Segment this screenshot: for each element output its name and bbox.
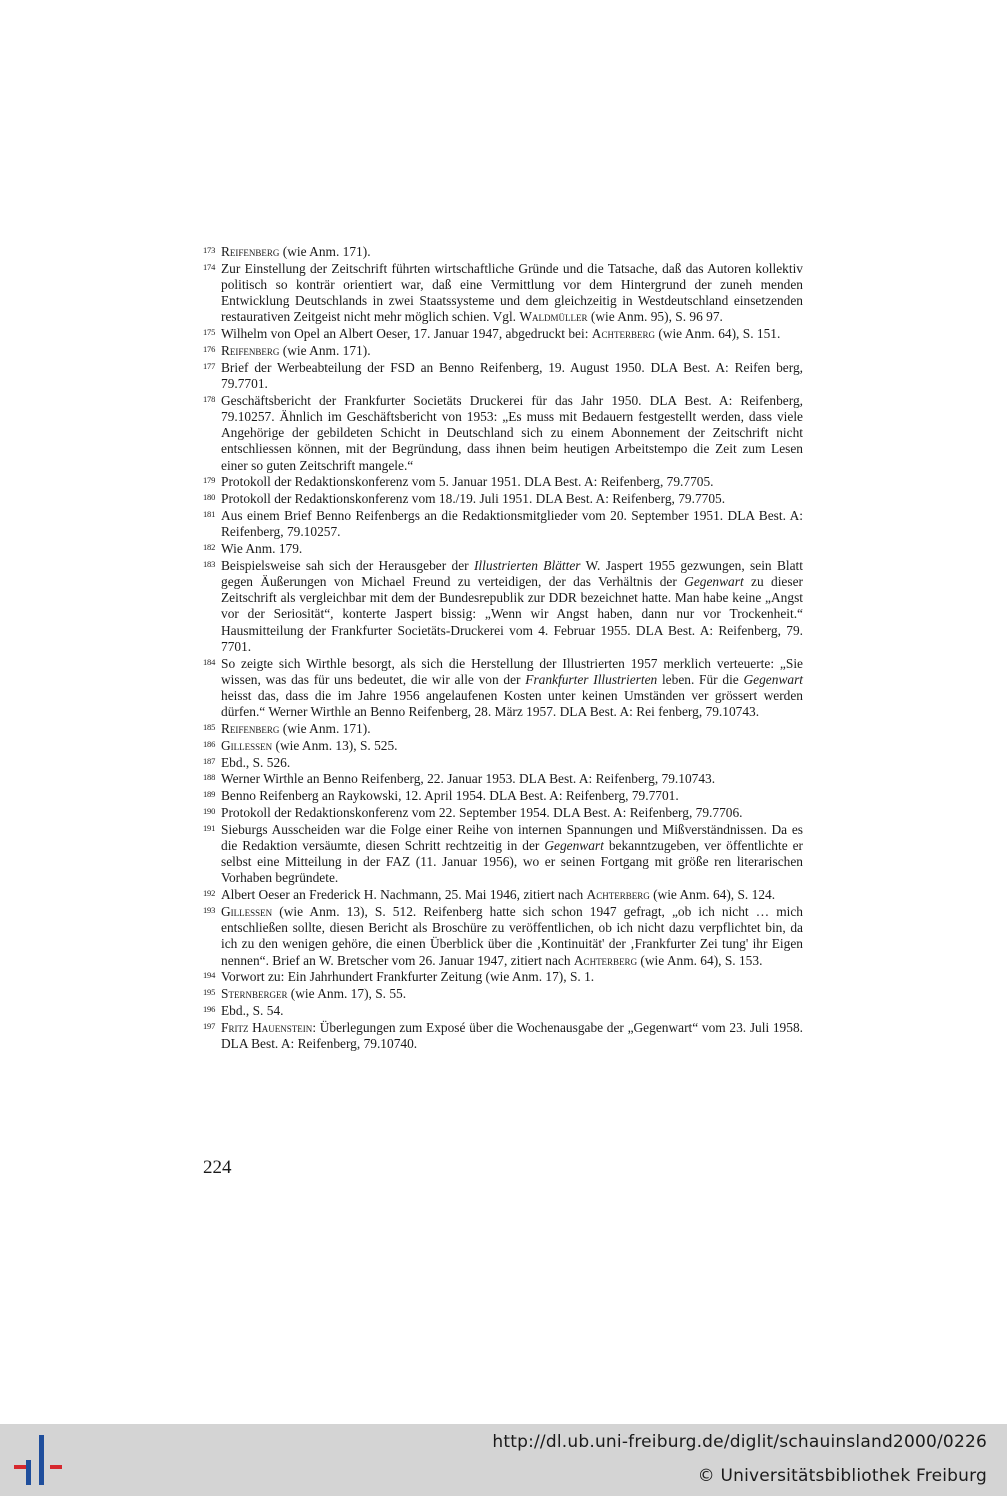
footnote-text: So zeigte sich Wirthle besorgt, als sich die Herstellung der Illustrierten 1957 merklich verteuerte: „Sie wissen, was das für uns bedeutet, die wir alle von der (221, 655, 803, 687)
footnote-number: 178 (203, 393, 216, 404)
footnote (203, 788, 803, 804)
footnote (203, 887, 803, 903)
footnote-number: 177 (203, 360, 216, 371)
footnote-number: 191 (203, 822, 216, 833)
footnote (203, 393, 803, 474)
footnote-text: Vorwort zu: Ein Jahrhundert Frankfurter Zeitung (wie Anm. 17), S. 1. (221, 969, 595, 985)
footnote-number: 175 (203, 327, 216, 338)
footnote-text: Brief der Werbeabteilung der FSD an Benno Reifenberg, 19. August 1950. DLA Best. A: Reifen berg, 79.7701. (221, 359, 803, 391)
footnote (203, 656, 803, 721)
footnote-text: Protokoll der Redaktionskonferenz vom 22. September 1954. DLA Best. A: Reifenberg, 79.7706. (221, 805, 743, 820)
footnote-text: (wie Anm. 13), S. 525. (272, 737, 398, 753)
footnote-text: (wie Anm. 171). (279, 343, 371, 358)
footnote-number: 183 (203, 558, 216, 569)
footnote-text: (wie Anm. 17), S. 55. (287, 986, 407, 1002)
footnote-text: (wie Anm. 64), S. 151. (654, 326, 781, 342)
footnote-text: leben. Für die (657, 671, 744, 687)
footnotes-block (203, 244, 803, 1053)
footnote-text: heisst das, dass die im Jahre 1956 angelaufenen Kosten unter keinen Umständen ver grössert werden dürfen.“ Werner Wirthle an Benno Reifenberg, 28. März 1957. DLA Best. A: Rei fenberg, 79.10743. (221, 688, 803, 720)
footnote-author-name: Reifenberg (221, 343, 280, 358)
footnote-text: Geschäftsbericht der Frankfurter Societäts Druckerei für das Jahr 1950. DLA Best. A: Reifenberg, 79.10257. Ähnlich im Geschäftsbericht von 1953: „Es muss mit Bedauern festgestellt werden, dass viele Angehörige der gebildeten Schicht in Deutschland sich zu einem Abonnement der Zeitschrift nicht entschliessen können, mit der Begründung, dass ihnen beim heutigen Arbeitstempo die Zeit zum Lesen einer so guten Zeitschrift mangele.“ (221, 392, 803, 473)
footnote-number: 195 (203, 987, 216, 998)
footnote-italic-text: Gegenwart (544, 838, 604, 853)
footnote (203, 343, 803, 359)
footnote-text: (wie Anm. 171). (279, 721, 371, 737)
footnote-text: Protokoll der Redaktionskonferenz vom 5. Januar 1951. DLA Best. A: Reifenberg, 79.7705. (221, 474, 714, 490)
footnote-number: 182 (203, 542, 216, 552)
footnote-italic-text: Frankfurter Illustrierten (525, 671, 658, 687)
footnote-number: 194 (203, 970, 216, 981)
footer-bar (0, 1424, 1007, 1496)
footnote-author-name: Reifenberg (221, 721, 280, 737)
footnote (203, 904, 803, 969)
footnote (203, 244, 803, 260)
footnote-text: : Überlegungen zum Exposé über die Wochenausgabe der „Gegenwart“ vom 23. Juli 1958. DLA Best. A: Reifenberg, 79.10740. (221, 1019, 803, 1051)
footnote-text: Wilhelm von Opel an Albert Oeser, 17. Januar 1947, abgedruckt bei: (221, 326, 592, 342)
footnote-number: 186 (203, 738, 216, 749)
footnote (203, 1020, 803, 1052)
footnote-text: (wie Anm. 95), S. 96 97. (587, 309, 723, 325)
footnote-text: Protokoll der Redaktionskonferenz vom 18./19. Juli 1951. DLA Best. A: Reifenberg, 79.7705. (221, 491, 726, 507)
footnote-number: 196 (203, 1004, 216, 1014)
footnote-number: 190 (203, 806, 216, 816)
footnote-number: 193 (203, 905, 216, 915)
footnote-text: (wie Anm. 64), S. 124. (649, 887, 776, 903)
footnote (203, 558, 803, 655)
footnote-italic-text: Gegenwart (743, 671, 804, 687)
footnote (203, 738, 803, 754)
footnote-author-name: Fritz Hauenstein (221, 1019, 313, 1035)
footnote (203, 474, 803, 490)
footnote-number: 179 (203, 475, 216, 486)
footnote (203, 721, 803, 737)
footnote (203, 491, 803, 507)
footnote (203, 822, 803, 887)
footnote-text: Albert Oeser an Frederick H. Nachmann, 25. Mai 1946, zitiert nach (221, 887, 587, 903)
footnote-text: bekanntzugeben, ver öffentlichte er selbst eine Mitteilung in der FAZ (11. Januar 1956), wo er seinen Fortgang mit größe ren literarischen Vorhaben begründete. (221, 838, 803, 886)
footnote-number: 188 (203, 772, 216, 783)
footnote-text: Zur Einstellung der Zeitschrift führten wirtschaftliche Gründe und die Tatsache, daß das Autoren kollektiv politisch so konträr orientiert war, daß eine Vermittlung vor dem Hintergrund der zuneh menden Entwicklung Deutschlands in zwei Staatssysteme und dem gleichzeitig in Westdeutschland einsetzenden restaurativen Zeitgeist nicht mehr möglich schien. Vgl. (221, 260, 803, 325)
footnote (203, 805, 803, 821)
footnote-number: 173 (203, 245, 216, 255)
footnote-number: 189 (203, 789, 216, 800)
footnote-author-name: Gillessen (221, 737, 273, 753)
footnote-number: 181 (203, 509, 216, 519)
footnote-author-name: Achterberg (586, 887, 650, 903)
footnote-number: 192 (203, 888, 216, 899)
footnote (203, 1003, 803, 1019)
footnote-text: Aus einem Brief Benno Reifenbergs an die Redaktionsmitglieder vom 20. September 1951. DLA Best. A: Reifenberg, 79.10257. (221, 508, 803, 540)
footnote-author-name: Achterberg (591, 326, 655, 342)
footnote-number: 176 (203, 344, 216, 354)
footnote-number: 185 (203, 722, 216, 733)
footnote (203, 541, 803, 557)
footnote-italic-text: Illustrierten Blätter (473, 557, 581, 573)
footnote-number: 184 (203, 656, 216, 667)
footnote (203, 261, 803, 326)
footnote-author-name: Waldmüller (519, 309, 588, 325)
footnote-number: 174 (203, 261, 216, 272)
footnote-text: Ebd., S. 54. (221, 1003, 284, 1018)
footnote (203, 771, 803, 787)
footer-url-link[interactable]: http://dl.ub.uni-freiburg.de/diglit/schauinsland2000/0226 (492, 1432, 987, 1452)
footnote-text: Beispielsweise sah sich der Herausgeber der (221, 557, 474, 573)
footnote-text: (wie Anm. 64), S. 153. (637, 952, 763, 968)
page-number: 224 (203, 1157, 232, 1178)
footnote-italic-text: Gegenwart (684, 574, 744, 589)
footnote (203, 326, 803, 342)
footnote-text: W. Jaspert 1955 gezwungen, sein Blatt gegen Äußerungen von Michael Freund zu verteidigen, der das Verhältnis der (221, 557, 803, 589)
footnote-text: Sieburgs Ausscheiden war die Folge einer Reihe von internen Spannungen und Mißverständnissen. Da es die Redaktion versäumte, diesen Schritt rechtzeitig in der (221, 821, 803, 853)
footnote-number: 197 (203, 1020, 216, 1031)
footnote-text: (wie Anm. 13), S. 512. Reifenberg hatte sich schon 1947 gefragt, „ob ich nicht … mich entschließen sollte, diesen Bericht als Broschüre zu veröffentlichen, ob ich nicht dazu verpflichtet bin, da ich zu den wenigen gehöre, die einen Überblick über die ‚Kontinuität' der ‚Frankfurter Zei tung' ihr Eigen nennen“. Brief an W. Bretscher vom 26. Januar 1947, zitiert nach (221, 904, 803, 968)
ub-freiburg-logo-icon (12, 1435, 64, 1485)
footnote-text: zu dieser Zeitschrift als vergleichbar mit dem der Bundesrepublik zur DDR bezeichnet hatte. Man habe keine „Angst vor der Seriosität“, konterte Jaspert bissig: „Wenn wir Angst haben, dann nur vor Trockenheit.“ Hausmitteilung der Frankfurter Societäts-Druckerei vom 4. Februar 1955. DLA Best. A: Reifenberg, 79. 7701. (221, 574, 803, 654)
footnote (203, 969, 803, 985)
footnote-author-name: Gillessen (221, 904, 273, 919)
footnote (203, 360, 803, 392)
footer-copyright: © Universitätsbibliothek Freiburg (697, 1466, 987, 1486)
footnote-number: 187 (203, 755, 216, 766)
footnote-author-name: Sternberger (221, 986, 288, 1002)
footnote (203, 755, 803, 771)
footnote (203, 508, 803, 540)
footnote-author-name: Reifenberg (221, 244, 280, 259)
footnote-text: (wie Anm. 171). (279, 244, 371, 259)
footnote-author-name: Achterberg (573, 952, 638, 968)
footnote-text: Wie Anm. 179. (221, 541, 303, 556)
footnote-text: Werner Wirthle an Benno Reifenberg, 22. Januar 1953. DLA Best. A: Reifenberg, 79.10743. (221, 771, 716, 787)
footnote-text: Ebd., S. 526. (221, 754, 291, 770)
footnote-text: Benno Reifenberg an Raykowski, 12. April 1954. DLA Best. A: Reifenberg, 79.7701. (221, 788, 679, 804)
footnote-number: 180 (203, 492, 216, 503)
footnote (203, 986, 803, 1002)
